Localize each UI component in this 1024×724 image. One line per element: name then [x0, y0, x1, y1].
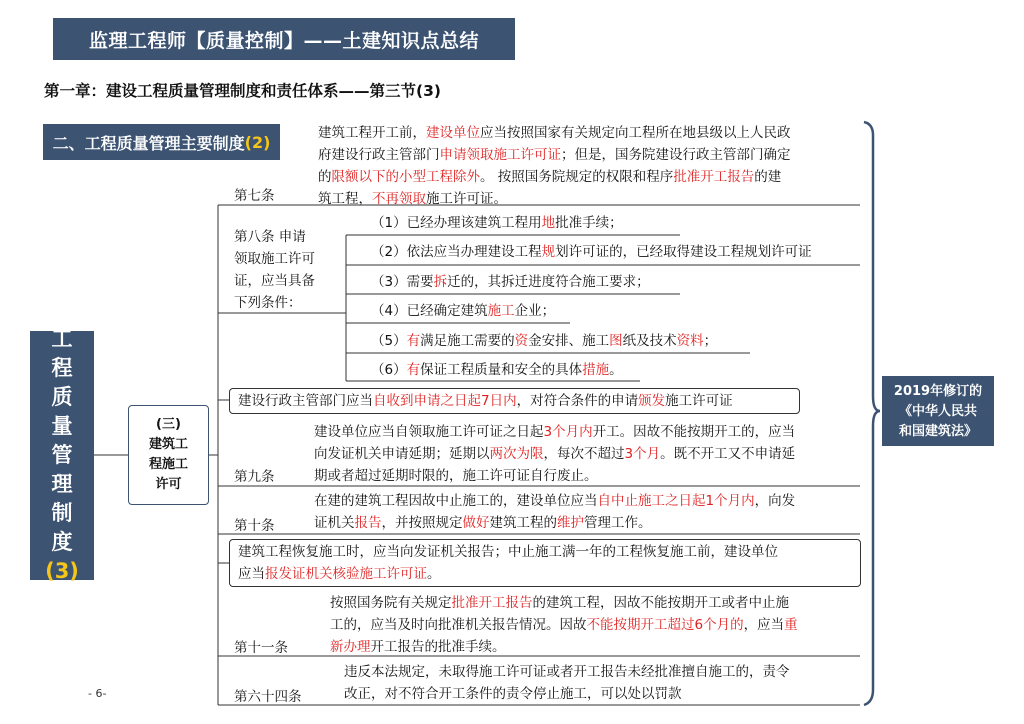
right-box-line: 2019年修订的: [893, 384, 983, 399]
left-bar-char: 制: [51, 501, 73, 525]
article-7-label: 第七条: [234, 188, 275, 204]
condition-1: （1）已经办理该建筑工程用地批准手续；: [371, 215, 623, 231]
condition-5: （5）有满足施工需要的资金安排、施工图纸及技术资料；: [371, 333, 718, 349]
article-9-label: 第九条: [234, 469, 275, 485]
article-10-label: 第十条: [234, 518, 275, 534]
sub-box-line: (三): [156, 417, 181, 432]
sub-box-line: 许可: [155, 477, 182, 492]
section-suffix: (2): [244, 132, 271, 152]
article-11-label: 第十一条: [234, 640, 288, 656]
article-7-text: 建筑工程开工前，建设单位应当按照国家有关规定向工程所在地县级以上人民政 府建设行政主管部门申请领取施工许可证；但是，国务院建设行政主管部门确定 的限额以下的小型工程除外。 按照国务院规定的权限和程序批准开工报告的建 筑工程，不再领取施工许可证。: [318, 125, 791, 207]
quality-system-bar: [30, 327, 94, 583]
condition-3: （3）需要拆迁的，其拆迁进度符合施工要求；: [371, 274, 650, 290]
resume-construction-box: 建筑工程恢复施工时，应当向发证机关报告；中止施工满一年的工程恢复施工前，建设单位 应当报发证机关核验施工许可证。: [229, 539, 861, 587]
chapter-heading: 第一章：建设工程质量管理制度和责任体系——第三节(3): [44, 82, 441, 100]
article-64-label: 第六十四条: [234, 689, 302, 705]
permit-issue-box: 建设行政主管部门应当自收到申请之日起7日内，对符合条件的申请颁发施工许可证: [229, 388, 800, 414]
condition-2: （2）依法应当办理建设工程规划许可证的，已经取得建设工程规划许可证: [371, 244, 812, 260]
construction-permit-box: [128, 405, 209, 505]
left-bar-char: 工: [51, 327, 73, 351]
article-9-text: 建设单位应当自领取施工许可证之日起3个月内开工。因故不能按期开工的，应当 向发证机关申请延期；延期以两次为限，每次不超过3个月。既不开工又不申请延 期或者超过延期时限的，施工许可证自行废止。: [314, 424, 796, 484]
article-64-text: 违反本法规定，未取得施工许可证或者开工报告未经批准擅自施工的，责令 改正，对不符合开工条件的责令停止施工，可以处以罚款: [344, 664, 790, 702]
left-bar-suffix: (3): [45, 559, 79, 583]
section-label: 二、工程质量管理主要制度: [52, 133, 245, 153]
left-bar-char: 程: [51, 356, 73, 380]
page-title: 监理工程师【质量控制】——土建知识点总结: [53, 18, 515, 60]
construction-law-box: [882, 376, 994, 446]
condition-4: （4）已经确定建筑施工企业；: [371, 303, 556, 319]
left-bar-char: 质: [51, 385, 73, 409]
left-bar-char: 理: [51, 472, 73, 496]
right-box-line: 《中华人民共: [898, 404, 977, 419]
left-bar-char: 量: [51, 414, 73, 438]
article-10-text: 在建的建筑工程因故中止施工的，建设单位应当自中止施工之日起1个月内，向发 证机关报告，并按照规定做好建筑工程的维护管理工作。: [314, 493, 796, 531]
right-box-line: 和国建筑法》: [898, 424, 977, 439]
condition-6: （6）有保证工程质量和安全的具体措施。: [371, 362, 623, 378]
article-8-label: 第八条 申请 领取施工许可 证，应当具备 下列条件：: [234, 229, 315, 311]
sub-box-line: 程施工: [148, 457, 188, 472]
page-number: - 6-: [88, 687, 107, 700]
left-bar-char: 管: [51, 443, 73, 467]
article-11-text: 按照国务院有关规定批准开工报告的建筑工程，因故不能按期开工或者中止施 工的，应当及时向批准机关报告情况。因故不能按期开工超过6个月的，应当重 新办理开工报告的批准手续。: [330, 595, 798, 655]
left-bar-char: 度: [51, 530, 73, 554]
sub-box-line: 建筑工: [148, 437, 188, 452]
